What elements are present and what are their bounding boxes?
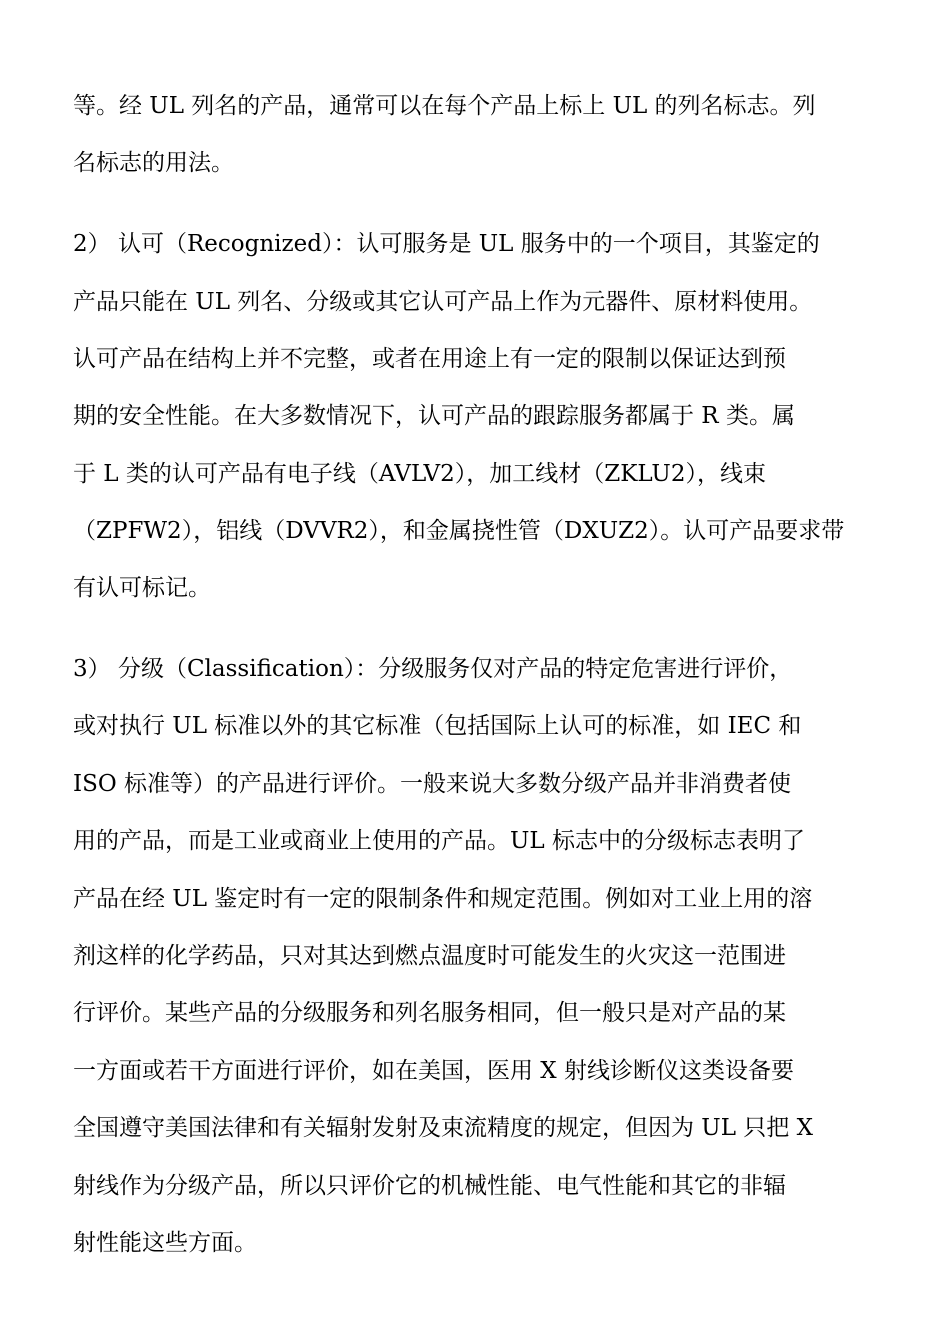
text-line: 期的安全性能。在大多数情况下，认可产品的跟踪服务都属于 R 类。属 [73,403,795,429]
text-line: （ZPFW2），铝线（DVVR2），和金属挠性管（DXUZ2）。认可产品要求带 [73,518,845,544]
text-line: 认可产品在结构上并不完整，或者在用途上有一定的限制以保证达到预 [73,346,786,372]
text-line: 3） 分级（Classification）：分级服务仅对产品的特定危害进行评价， [73,656,793,682]
text-line: 一方面或若干方面进行评价，如在美国，医用 X 射线诊断仪这类设备要 [73,1058,794,1084]
text-line: 名标志的用法。 [73,150,234,176]
text-line: 或对执行 UL 标准以外的其它标准（包括国际上认可的标准，如 IEC 和 [73,713,802,739]
text-line: ISO 标准等）的产品进行评价。一般来说大多数分级产品并非消费者使 [73,771,792,797]
text-line: 用的产品，而是工业或商业上使用的产品。UL 标志中的分级标志表明了 [73,828,805,854]
text-line: 产品只能在 UL 列名、分级或其它认可产品上作为元器件、原材料使用。 [73,289,813,315]
text-line: 行评价。某些产品的分级服务和列名服务相同，但一般只是对产品的某 [73,1000,786,1026]
text-line: 射线作为分级产品，所以只评价它的机械性能、电气性能和其它的非辐 [73,1173,786,1199]
text-line: 有认可标记。 [73,575,211,601]
text-line: 等。经 UL 列名的产品，通常可以在每个产品上标上 UL 的列名标志。列 [73,93,816,119]
text-line: 2） 认可（Recognized）：认可服务是 UL 服务中的一个项目，其鉴定的 [73,231,820,257]
text-line: 全国遵守美国法律和有关辐射发射及束流精度的规定，但因为 UL 只把 X [73,1115,813,1141]
text-line: 产品在经 UL 鉴定时有一定的限制条件和规定范围。例如对工业上用的溶 [73,886,813,912]
text-line: 剂这样的化学药品，只对其达到燃点温度时可能发生的火灾这一范围进 [73,943,786,969]
document-page [73,0,883,1344]
text-line: 射性能这些方面。 [73,1230,257,1256]
text-line: 于 L 类的认可产品有电子线（AVLV2），加工线材（ZKLU2），线束 [73,461,766,487]
